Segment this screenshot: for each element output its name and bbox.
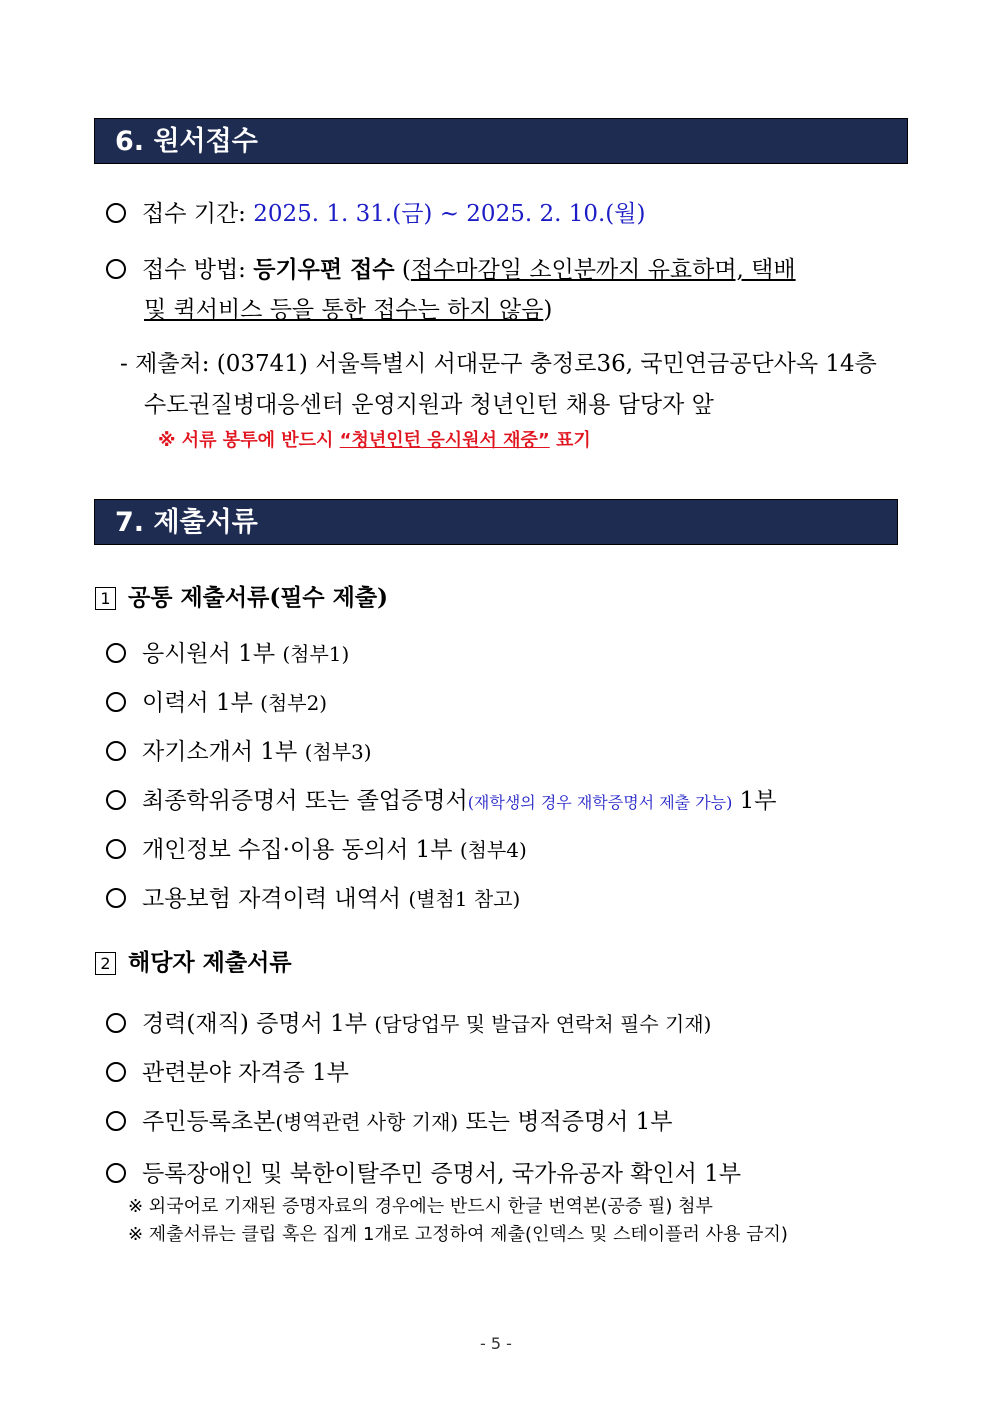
item-text: 고용보험 자격이력 내역서 — [142, 886, 402, 912]
list-item — [106, 689, 327, 717]
list-item — [106, 640, 349, 668]
circle-bullet-icon — [106, 692, 126, 712]
foreign-docs-note: ※ 외국어로 기재된 증명자료의 경우에는 반드시 한글 번역본(공증 필) 첨부 — [128, 1196, 713, 1217]
list-item — [106, 1059, 349, 1087]
item-tail: 또는 병적증명서 1부 — [465, 1109, 673, 1135]
circle-bullet-icon — [106, 259, 126, 279]
method-label: 접수 방법: — [142, 257, 246, 283]
period-value: 2025. 1. 31.(금) ~ 2025. 2. 10.(월) — [253, 201, 646, 227]
item-extra: (첨부1) — [282, 642, 350, 666]
method-paren-close: ) — [543, 297, 553, 323]
item-text: 이력서 1부 — [142, 690, 253, 716]
circle-bullet-icon — [106, 1111, 126, 1131]
item-text: 등록장애인 및 북한이탈주민 증명서, 국가유공자 확인서 1부 — [142, 1161, 742, 1187]
item-text: 응시원서 1부 — [142, 641, 276, 667]
section-7-title: 7. 제출서류 — [115, 507, 258, 538]
item-extra: (별첨1 참고) — [408, 887, 521, 911]
envelope-note-prefix: ※ 서류 봉투에 반드시 — [158, 430, 340, 451]
submit-to-line-2: 수도권질병대응센터 운영지원과 청년인턴 채용 담당자 앞 — [144, 392, 714, 418]
circle-bullet-icon — [106, 643, 126, 663]
list-item — [106, 836, 527, 864]
circle-bullet-icon — [106, 839, 126, 859]
circle-bullet-icon — [106, 1013, 126, 1033]
method-value: 등기우편 접수 — [253, 256, 395, 283]
item-extra: (첨부2) — [260, 691, 328, 715]
item-text: 관련분야 자격증 1부 — [142, 1060, 349, 1086]
period-label: 접수 기간: — [142, 201, 246, 227]
applicable-docs-heading — [95, 949, 292, 977]
method-detail-2: 및 퀵서비스 등을 통한 접수는 하지 않음 — [144, 297, 544, 323]
list-item — [106, 1010, 711, 1038]
envelope-note — [158, 428, 591, 454]
circle-bullet-icon — [106, 203, 126, 223]
applicable-docs-title: 해당자 제출서류 — [128, 949, 292, 976]
method-row-cont — [144, 296, 552, 324]
list-item — [106, 787, 777, 817]
number-box-1: 1 — [95, 587, 116, 610]
period-row — [106, 200, 645, 228]
envelope-note-suffix: 표기 — [549, 430, 591, 451]
circle-bullet-icon — [106, 1163, 126, 1183]
item-text: 최종학위증명서 또는 졸업증명서 — [142, 788, 468, 814]
item-tail: 1부 — [739, 788, 777, 814]
item-extra: (담당업무 및 발급자 연락처 필수 기재) — [374, 1012, 712, 1036]
item-text: 개인정보 수집·이용 동의서 1부 — [142, 837, 453, 863]
binding-note: ※ 제출서류는 클립 혹은 집게 1개로 고정하여 제출(인덱스 및 스테이플러 사용 금지) — [128, 1224, 788, 1245]
item-note-blue: (재학생의 경우 재학증명서 제출 가능) — [467, 793, 733, 812]
circle-bullet-icon — [106, 741, 126, 761]
method-row — [106, 256, 796, 284]
list-item — [106, 738, 372, 766]
common-docs-title: 공통 제출서류(필수 제출) — [128, 584, 388, 611]
circle-bullet-icon — [106, 888, 126, 908]
section-6-title: 6. 원서접수 — [115, 126, 258, 157]
submit-to-line-1: - 제출처: (03741) 서울특별시 서대문구 충정로36, 국민연금공단사옥 14층 — [120, 351, 877, 377]
list-item — [106, 885, 520, 913]
item-text: 경력(재직) 증명서 1부 — [142, 1011, 367, 1037]
circle-bullet-icon — [106, 1062, 126, 1082]
page-number: - 5 - — [480, 1334, 512, 1353]
section-7-header — [94, 499, 898, 545]
item-text: 자기소개서 1부 — [142, 739, 298, 765]
number-box-2: 2 — [95, 952, 116, 975]
item-text: 주민등록초본 — [142, 1109, 276, 1135]
item-extra: (병역관련 사항 기재) — [275, 1110, 459, 1134]
item-extra: (첨부3) — [304, 740, 372, 764]
method-paren-open: ( — [401, 257, 411, 283]
common-docs-heading — [95, 584, 388, 612]
circle-bullet-icon — [106, 790, 126, 810]
envelope-note-quote: “청년인턴 응시원서 재중” — [339, 430, 550, 451]
list-item — [106, 1108, 673, 1136]
section-6-header — [94, 118, 908, 164]
list-item — [106, 1160, 741, 1188]
method-detail-1: 접수마감일 소인분까지 유효하며, 택배 — [410, 257, 796, 283]
item-extra: (첨부4) — [459, 838, 527, 862]
